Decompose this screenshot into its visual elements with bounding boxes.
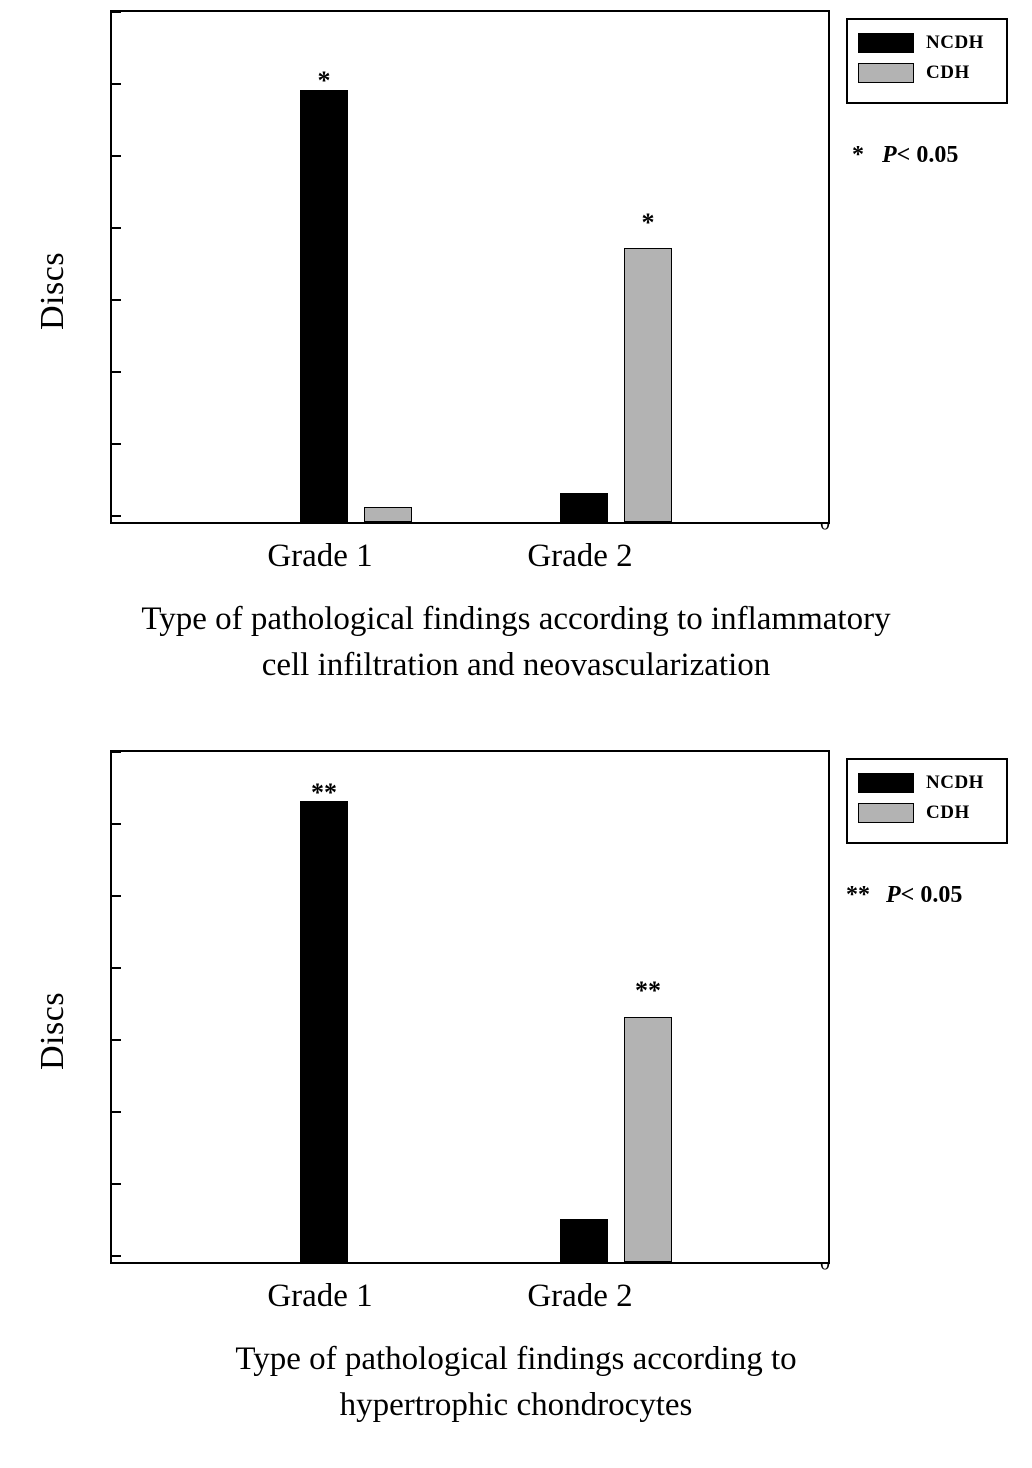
panel1-star-grade2: * [641,208,655,237]
panel1-tickmark-25 [112,155,121,157]
chart-panel-1 [0,0,1032,700]
panel1-legend [846,18,1008,104]
panel2-legend-label-ncdh: NCDH [926,772,984,793]
panel1-legend-row-cdh [858,58,994,88]
panel1-legend-swatch-cdh [858,63,914,83]
panel1-tickmark-0 [112,515,121,517]
panel1-star-grade1: * [317,66,331,95]
panel1-tickmark-30 [112,83,121,85]
panel1-bar-grade2-cdh [624,248,672,522]
panel1-significance-p: P [882,142,897,168]
panel1-bar-grade1-ncdh [300,90,348,522]
panel1-category-label-grade2: Grade 2 [527,538,633,574]
panel2-caption-line1: Type of pathological findings according to [235,1341,797,1377]
panel1-significance-marker: * [852,142,864,168]
panel2-tickmark-0 [112,1255,121,1257]
panel1-legend-label-ncdh: NCDH [926,32,984,53]
panel2-significance-rest: < 0.05 [900,882,963,908]
panel1-caption-line1: Type of pathological findings according to inflammatory [141,601,891,637]
panel2-bar-grade2-cdh [624,1017,672,1262]
panel2-y-axis-label: Discs [34,991,71,1070]
panel2-tickmark-25 [112,895,121,897]
panel2-tickmark-5 [112,1183,121,1185]
panel1-tickmark-10 [112,371,121,373]
panel1-legend-swatch-ncdh [858,33,914,53]
panel2-plot-frame [110,750,830,1264]
panel1-tickmark-5 [112,443,121,445]
panel2-legend-row-ncdh [858,768,994,798]
panel1-bar-grade2-ncdh [560,493,608,522]
panel1-caption [0,596,1032,688]
panel1-plot-area [70,10,830,574]
panel2-plot-area [70,750,830,1314]
panel2-bar-grade2-ncdh [560,1219,608,1262]
panel1-legend-row-ncdh [858,28,994,58]
panel2-significance-marker: ** [846,882,870,908]
panel2-star-grade1: ** [311,778,337,807]
panel2-tickmark-10 [112,1111,121,1113]
panel2-caption-line2: hypertrophic chondrocytes [339,1387,693,1423]
chart-panel-2 [0,740,1032,1468]
panel1-caption-line2: cell infiltration and neovascularization [261,647,771,683]
panel2-bar-grade1-ncdh [300,801,348,1262]
panel1-tickmark-20 [112,227,121,229]
panel1-legend-label-cdh: CDH [926,62,970,83]
panel2-legend [846,758,1008,844]
panel2-category-label-grade1: Grade 1 [267,1278,373,1314]
panel2-legend-label-cdh: CDH [926,802,970,823]
panel2-legend-swatch-ncdh [858,773,914,793]
panel1-bar-grade1-cdh [364,507,412,522]
panel2-tickmark-30 [112,823,121,825]
panel2-tickmark-35 [112,751,121,753]
panel1-significance-note [852,142,958,169]
panel2-category-label-grade2: Grade 2 [527,1278,633,1314]
panel2-tickmark-15 [112,1039,121,1041]
panel1-category-label-grade1: Grade 1 [267,538,373,574]
panel2-legend-row-cdh [858,798,994,828]
panel2-significance-note [846,882,962,909]
panel1-plot-frame [110,10,830,524]
panel1-tickmark-15 [112,299,121,301]
panel2-caption [0,1336,1032,1428]
panel2-tickmark-20 [112,967,121,969]
panel2-significance-p: P [886,882,901,908]
panel1-tickmark-35 [112,11,121,13]
panel2-star-grade2: ** [635,976,661,1005]
panel2-legend-swatch-cdh [858,803,914,823]
panel1-y-axis-label: Discs [34,251,71,330]
panel1-significance-rest: < 0.05 [896,142,959,168]
